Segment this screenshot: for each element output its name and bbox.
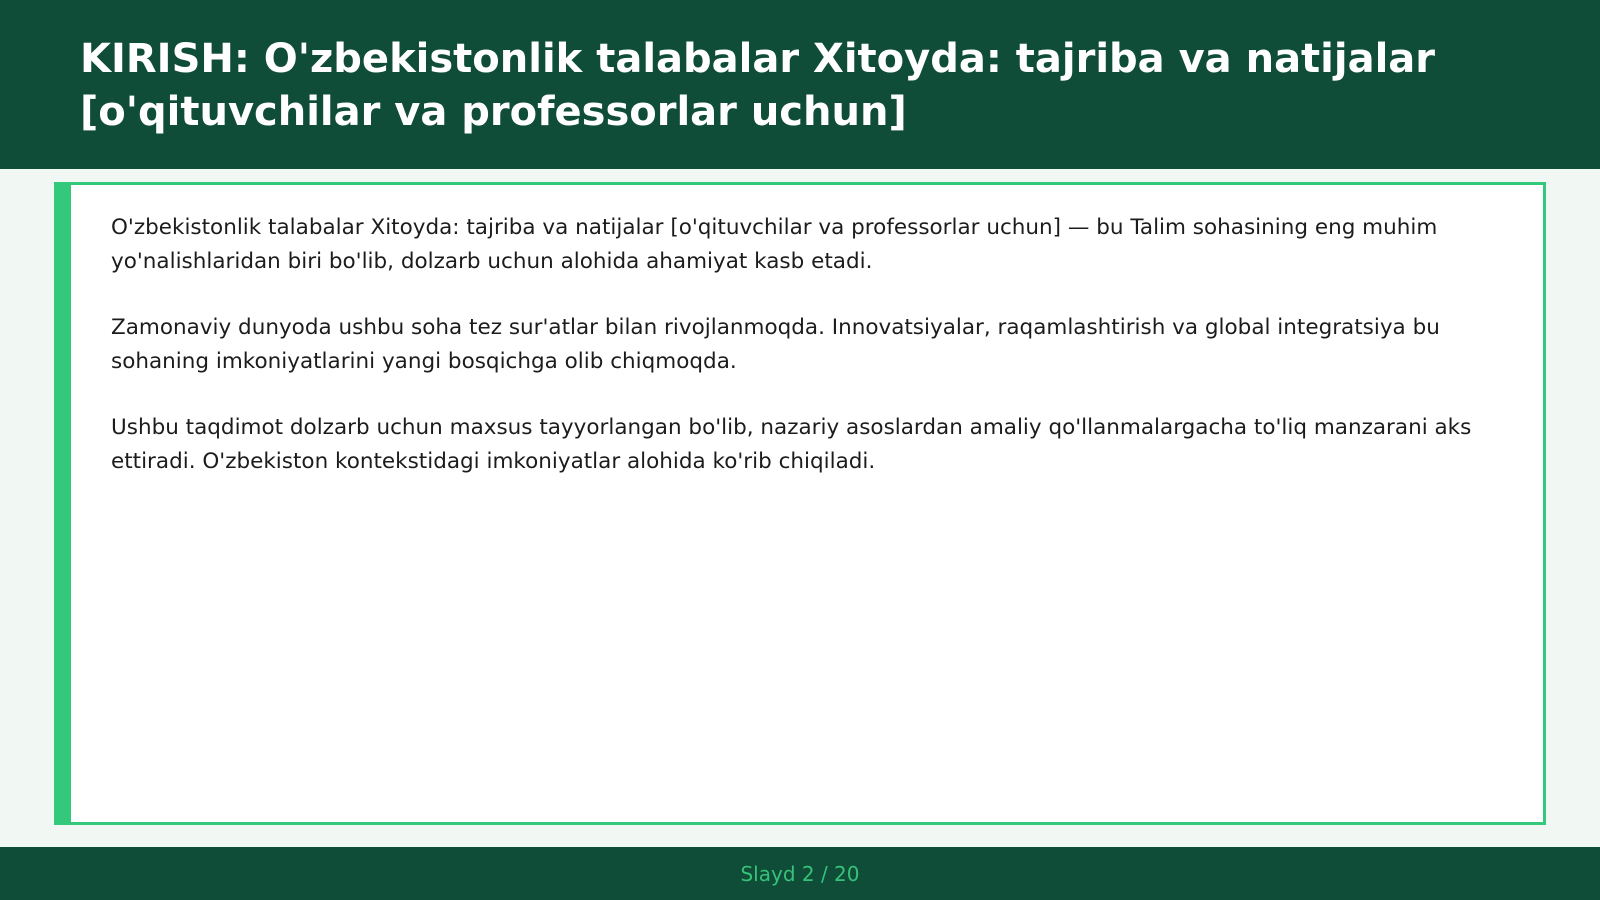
- context-paragraph: Zamonaviy dunyoda ushbu soha tez sur'atlar bilan rivojlanmoqda. Innovatsiyalar, raqamlashtirish va global integratsiya bu sohaning imkoniyatlarini yangi bosqichga olib chiqmoqda.: [111, 315, 1440, 374]
- slide-title: KIRISH: O'zbekistonlik talabalar Xitoyda: tajriba va natijalar [o'qituvchilar va professorlar uchun]: [80, 36, 1436, 135]
- slide-footer: [0, 847, 1600, 900]
- slide-counter: Slayd 2 / 20: [740, 862, 860, 886]
- content-body: [111, 211, 1491, 511]
- slide-header: [0, 0, 1600, 169]
- content-card: [54, 182, 1546, 825]
- summary-paragraph: Ushbu taqdimot dolzarb uchun maxsus tayyorlangan bo'lib, nazariy asoslardan amaliy qo'llanmalargacha to'liq manzarani aks ettiradi. O'zbekiston kontekstidagi imkoniyatlar alohida ko'rib chiqiladi.: [111, 415, 1472, 474]
- intro-paragraph: O'zbekistonlik talabalar Xitoyda: tajriba va natijalar [o'qituvchilar va professorlar uchun] — bu Talim sohasining eng muhim yo'nalishlaridan biri bo'lib, dolzarb uchun alohida ahamiyat kasb etadi.: [111, 215, 1438, 274]
